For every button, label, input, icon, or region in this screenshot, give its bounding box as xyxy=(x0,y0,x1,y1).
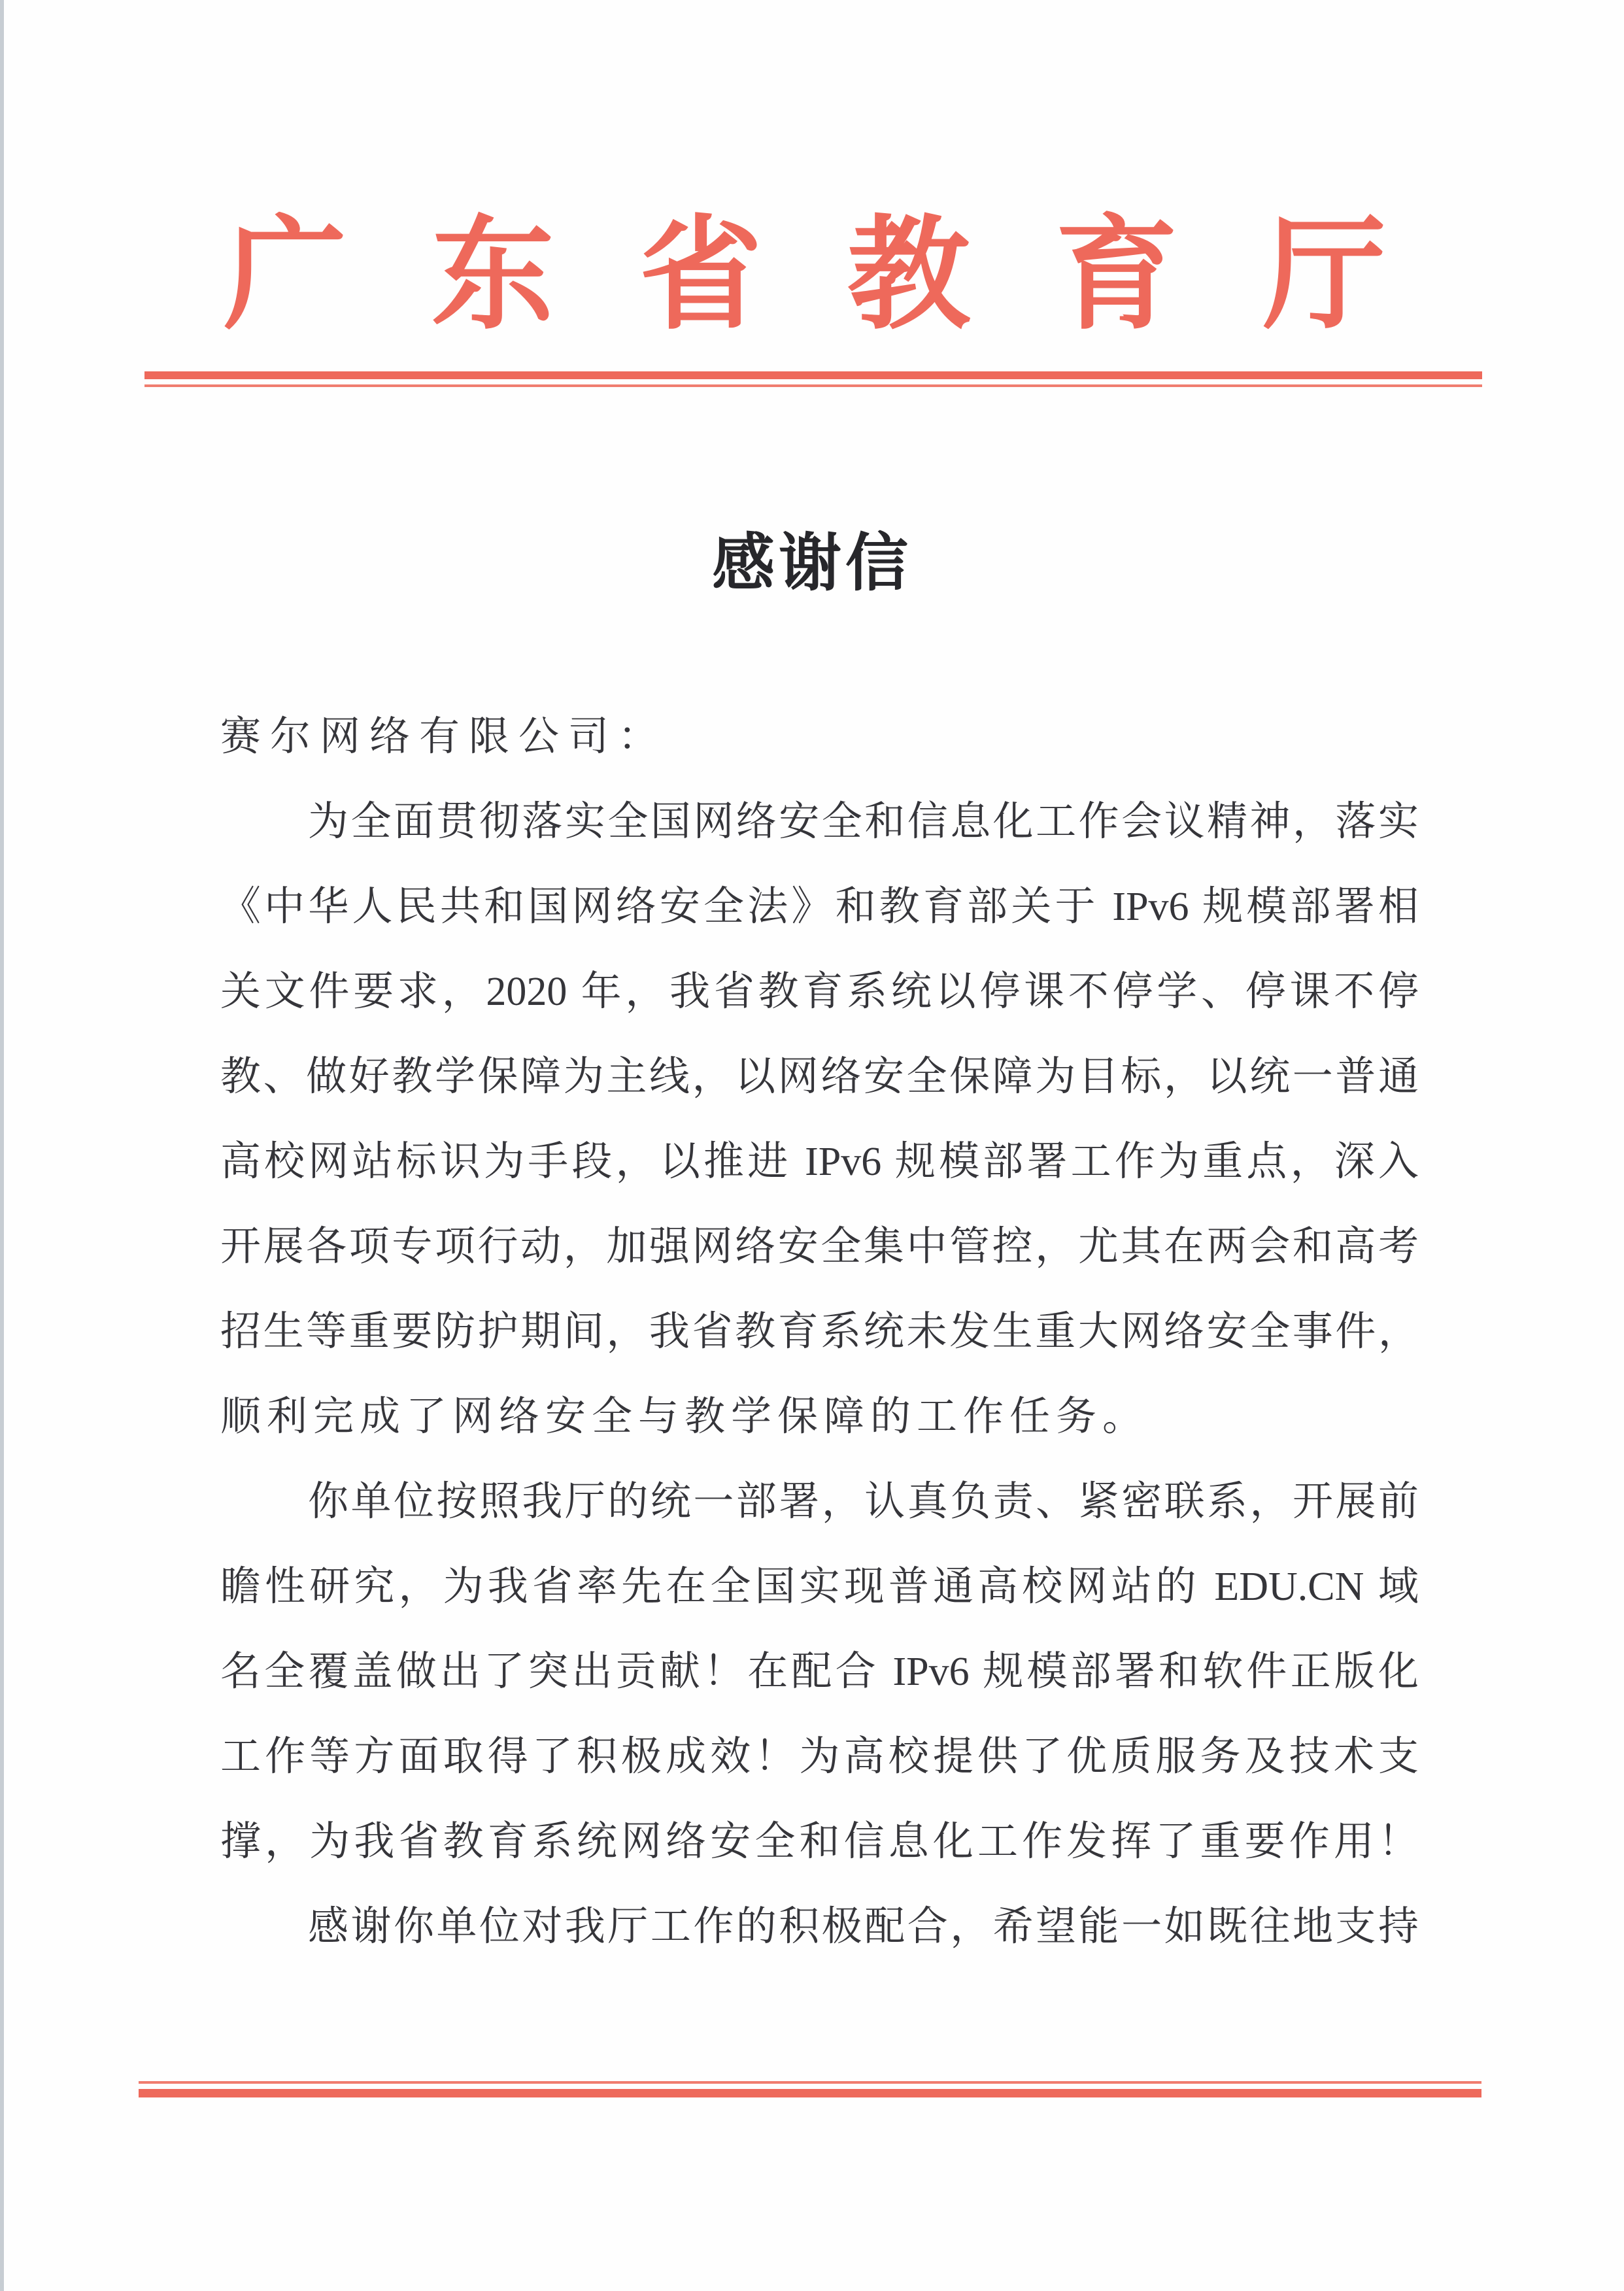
body-line: 瞻性研究，为我省率先在全国实现普通高校网站的 EDU.CN 域 xyxy=(220,1565,1419,1609)
letter-body xyxy=(220,694,1419,1969)
body-line: 顺利完成了网络安全与教学保障的工作任务。 xyxy=(220,1395,1149,1439)
body-line: 名全覆盖做出了突出贡献！在配合 IPv6 规模部署和软件正版化 xyxy=(220,1650,1419,1694)
body-line: 教、做好教学保障为主线，以网络安全保障为目标，以统一普通 xyxy=(220,1055,1419,1099)
body-line: 招生等重要防护期间，我省教育系统未发生重大网络安全事件， xyxy=(220,1310,1419,1354)
salutation-line: 赛尔网络有限公司： xyxy=(220,715,668,759)
body-line: 为全面贯彻落实全国网络安全和信息化工作会议精神，落实 xyxy=(308,800,1419,844)
body-line: 高校网站标识为手段，以推进 IPv6 规模部署工作为重点，深入 xyxy=(220,1140,1419,1184)
footer-rule-thin xyxy=(139,2081,1481,2084)
body-line: 工作等方面取得了积极成效！为高校提供了优质服务及技术支 xyxy=(220,1735,1419,1779)
body-line: 感谢你单位对我厅工作的积极配合，希望能一如既往地支持 xyxy=(308,1905,1419,1949)
letterhead-rule-thick xyxy=(144,371,1482,379)
body-line: 开展各项专项行动，加强网络安全集中管控，尤其在两会和高考 xyxy=(220,1225,1419,1269)
document-title: 感谢信 xyxy=(712,528,912,598)
scan-edge-artifact xyxy=(0,0,4,2291)
body-line: 《中华人民共和国网络安全法》和教育部关于 IPv6 规模部署相 xyxy=(220,885,1419,929)
letterhead-rule-thin xyxy=(144,384,1482,387)
body-line: 关文件要求，2020 年，我省教育系统以停课不停学、停课不停 xyxy=(220,970,1419,1014)
letterhead-org-name: 广东省教育厅 xyxy=(224,207,1471,344)
body-line: 撑，为我省教育系统网络安全和信息化工作发挥了重要作用！ xyxy=(220,1820,1419,1864)
body-line: 你单位按照我厅的统一部署，认真负责、紧密联系，开展前 xyxy=(308,1480,1419,1524)
footer-rule-thick xyxy=(139,2089,1481,2097)
